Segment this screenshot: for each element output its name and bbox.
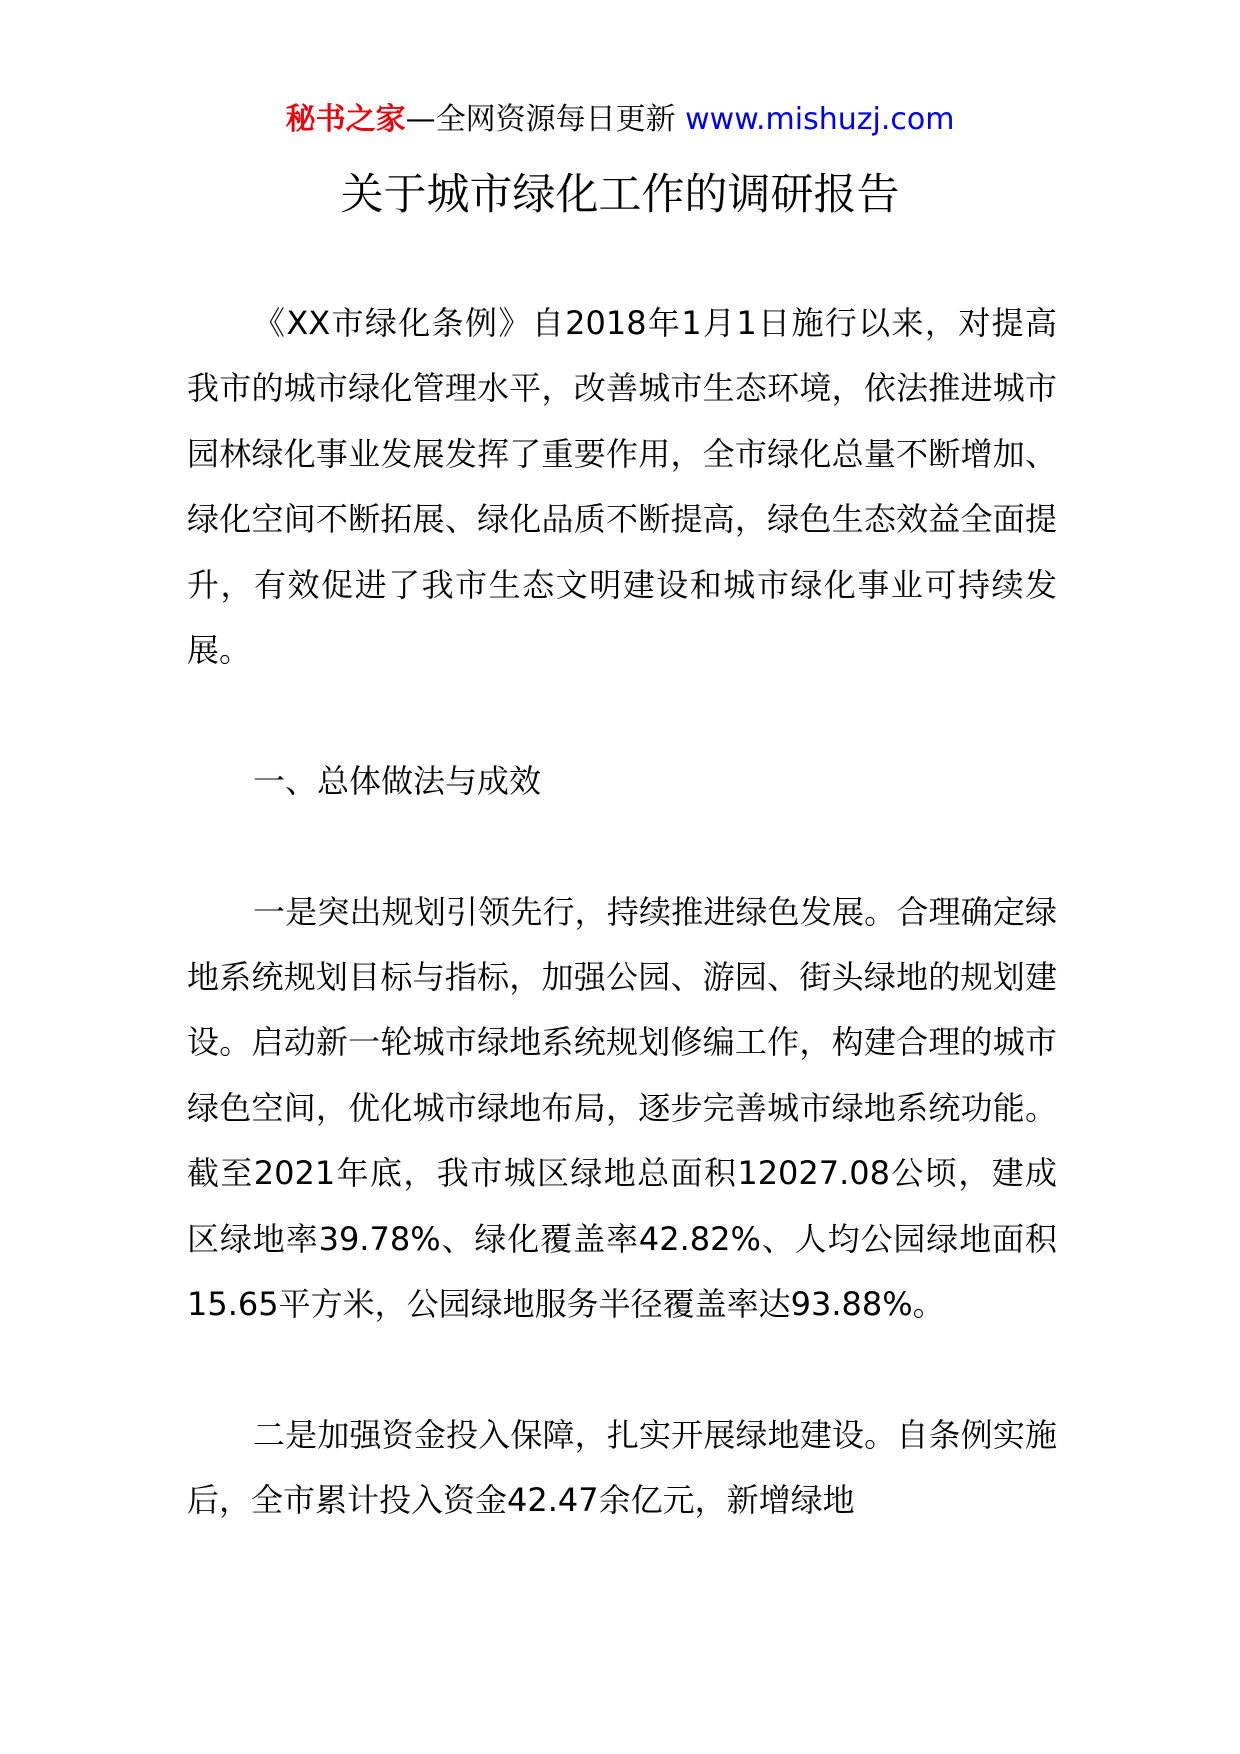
point-two-paragraph: 二是加强资金投入保障，扎实开展绿地建设。自条例实施后，全市累计投入资金42.47余亿元，新增绿地	[187, 1415, 1057, 1520]
site-header	[0, 100, 1240, 140]
paragraph-spacer	[187, 1337, 1057, 1402]
header-slogan: —全网资源每日更新	[405, 102, 676, 137]
document-body	[187, 291, 1057, 1534]
point-one-paragraph: 一是突出规划引领先行，持续推进绿色发展。合理确定绿地系统规划目标与指标，加强公园、游园、街头绿地的规划建设。启动新一轮城市绿地系统规划修编工作，构建合理的城市绿色空间，优化城市绿地布局，逐步完善城市绿地系统功能。截至2021年底，我市城区绿地总面积12027.08公顷，建成区绿地率39.78%、绿化覆盖率42.82%、人均公园绿地面积15.65平方米，公园绿地服务半径覆盖率达93.88%。	[187, 892, 1057, 1324]
paragraph-spacer	[187, 683, 1057, 748]
intro-paragraph: 《XX市绿化条例》自2018年1月1日施行以来，对提高我市的城市绿化管理水平，改善城市生态环境，依法推进城市园林绿化事业发展发挥了重要作用，全市绿化总量不断增加、绿化空间不断拓展、绿化品质不断提高，绿色生态效益全面提升，有效促进了我市生态文明建设和城市绿化事业可持续发展。	[187, 304, 1057, 670]
document-title: 关于城市绿化工作的调研报告	[340, 170, 900, 220]
section-heading: 一、总体做法与成效	[253, 761, 542, 800]
site-url-link[interactable]: www.mishuzj.com	[685, 102, 955, 137]
brand-name: 秘书之家	[285, 102, 406, 137]
paragraph-spacer	[187, 814, 1057, 879]
